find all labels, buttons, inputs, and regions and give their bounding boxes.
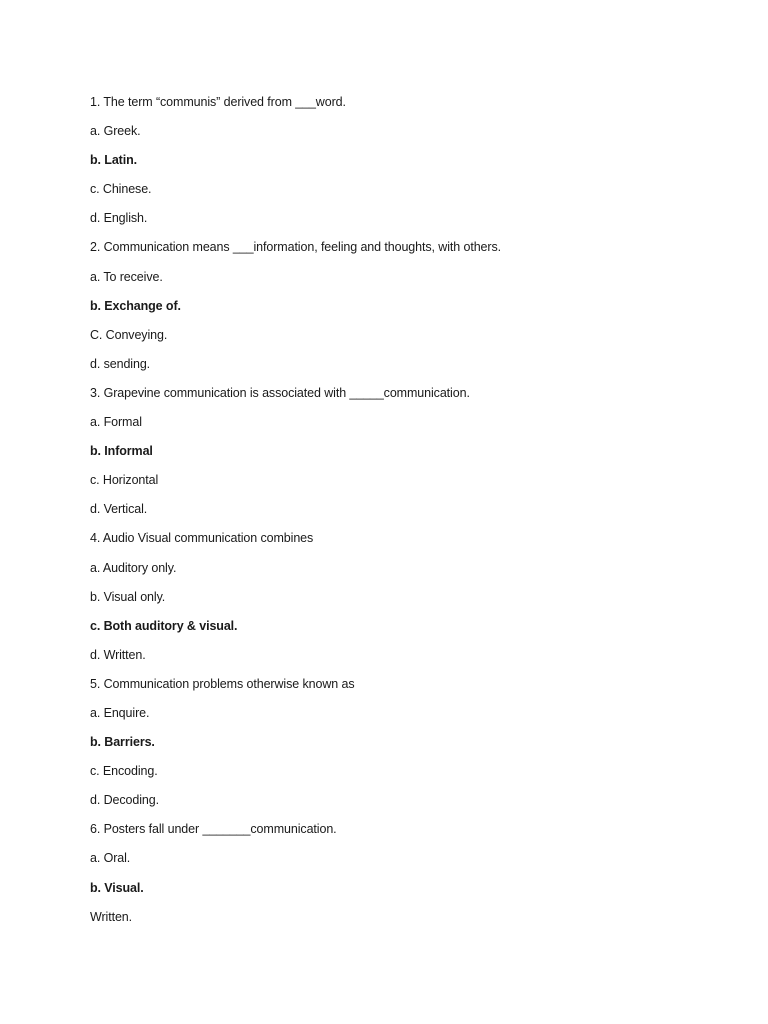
answer-option: d. English.	[90, 211, 148, 226]
answer-option: a. Formal	[90, 415, 142, 430]
question-text: 1. The term “communis” derived from ___word.	[90, 95, 346, 109]
answer-option: C. Conveying.	[90, 327, 168, 342]
question-text: 6. Posters fall under _______communication.	[90, 822, 337, 837]
answer-option: a. Oral.	[90, 851, 131, 866]
answer-option-correct: b. Informal	[90, 444, 153, 459]
answer-option: d. sending.	[90, 356, 151, 371]
answer-option: a. Enquire.	[90, 705, 150, 720]
answer-option: a. To receive.	[90, 269, 163, 284]
question-text: 2. Communication means ___information, feeling and thoughts, with others.	[90, 240, 501, 255]
answer-option: Written.	[90, 909, 133, 924]
answer-option: a. Auditory only.	[90, 560, 177, 575]
answer-option-correct: b. Barriers.	[90, 735, 155, 750]
answer-option: c. Chinese.	[90, 182, 152, 197]
answer-option: d. Vertical.	[90, 502, 148, 517]
answer-option: d. Written.	[90, 647, 146, 662]
question-text: 5. Communication problems otherwise known as	[90, 676, 355, 691]
question-text: 4. Audio Visual communication combines	[90, 531, 314, 546]
question-text: 3. Grapevine communication is associated with _____communication.	[90, 385, 470, 400]
answer-option-correct: b. Exchange of.	[90, 298, 181, 313]
answer-option-correct: b. Visual.	[90, 880, 144, 895]
question-list	[90, 92, 730, 936]
answer-option: a. Greek.	[90, 124, 141, 139]
answer-option: c. Horizontal	[90, 473, 159, 488]
answer-option-correct: b. Latin.	[90, 153, 138, 168]
answer-option: d. Decoding.	[90, 793, 159, 808]
answer-option: c. Encoding.	[90, 764, 158, 779]
answer-option: b. Visual only.	[90, 589, 166, 604]
answer-option-correct: c. Both auditory & visual.	[90, 618, 238, 633]
